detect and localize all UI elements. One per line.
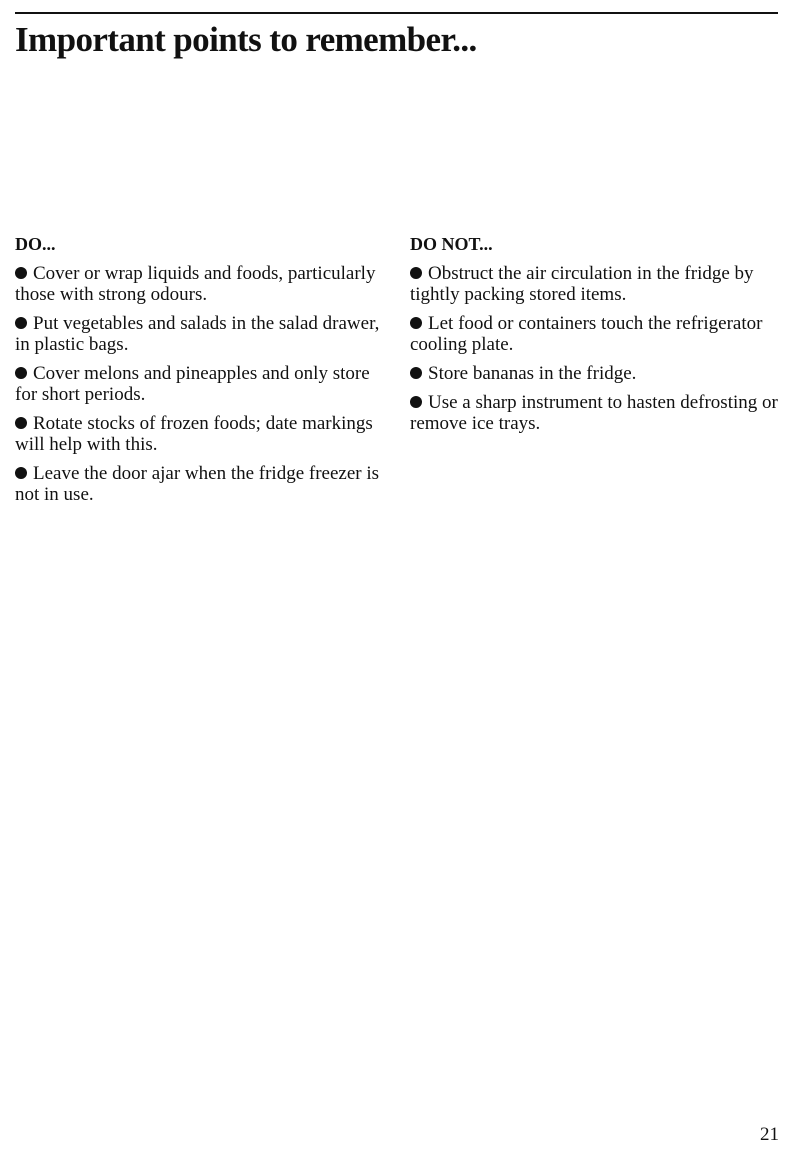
do-item-text: Cover or wrap liquids and foods, particularly those with strong odours.: [15, 263, 376, 305]
do-not-heading: DO NOT...: [410, 234, 493, 254]
do-item-text: Rotate stocks of frozen foods; date markings will help with this.: [15, 413, 373, 455]
do-list-item: [15, 363, 390, 405]
do-heading: DO...: [15, 234, 56, 254]
bullet-icon: [410, 367, 422, 379]
bullet-icon: [15, 467, 27, 479]
page-number: 21: [760, 1124, 779, 1145]
do-item-text: Put vegetables and salads in the salad drawer, in plastic bags.: [15, 313, 380, 355]
bullet-icon: [410, 267, 422, 279]
bullet-icon: [15, 317, 27, 329]
bullet-icon: [15, 267, 27, 279]
top-rule: [15, 12, 778, 14]
do-not-item-text: Obstruct the air circulation in the fridge by tightly packing stored items.: [410, 263, 754, 305]
bullet-icon: [410, 396, 422, 408]
bullet-icon: [15, 417, 27, 429]
do-not-list: [410, 263, 785, 434]
do-list-item: [15, 263, 390, 305]
bullet-icon: [15, 367, 27, 379]
do-not-item-text: Let food or containers touch the refrigerator cooling plate.: [410, 313, 763, 355]
bullet-icon: [410, 317, 422, 329]
do-list-item: [15, 313, 390, 355]
do-list: [15, 263, 390, 505]
do-list-item: [15, 463, 390, 505]
do-list-item: [15, 413, 390, 455]
do-not-item-text: Use a sharp instrument to hasten defrosting or remove ice trays.: [410, 392, 778, 434]
page-title: Important points to remember...: [15, 20, 477, 59]
do-not-list-item: [410, 363, 785, 384]
do-column: [15, 233, 390, 513]
do-not-column: [410, 233, 785, 442]
do-not-list-item: [410, 313, 785, 355]
do-not-item-text: Store bananas in the fridge.: [428, 363, 637, 384]
do-item-text: Cover melons and pineapples and only store for short periods.: [15, 363, 370, 405]
do-item-text: Leave the door ajar when the fridge freezer is not in use.: [15, 463, 380, 505]
do-not-list-item: [410, 263, 785, 305]
do-not-list-item: [410, 392, 785, 434]
